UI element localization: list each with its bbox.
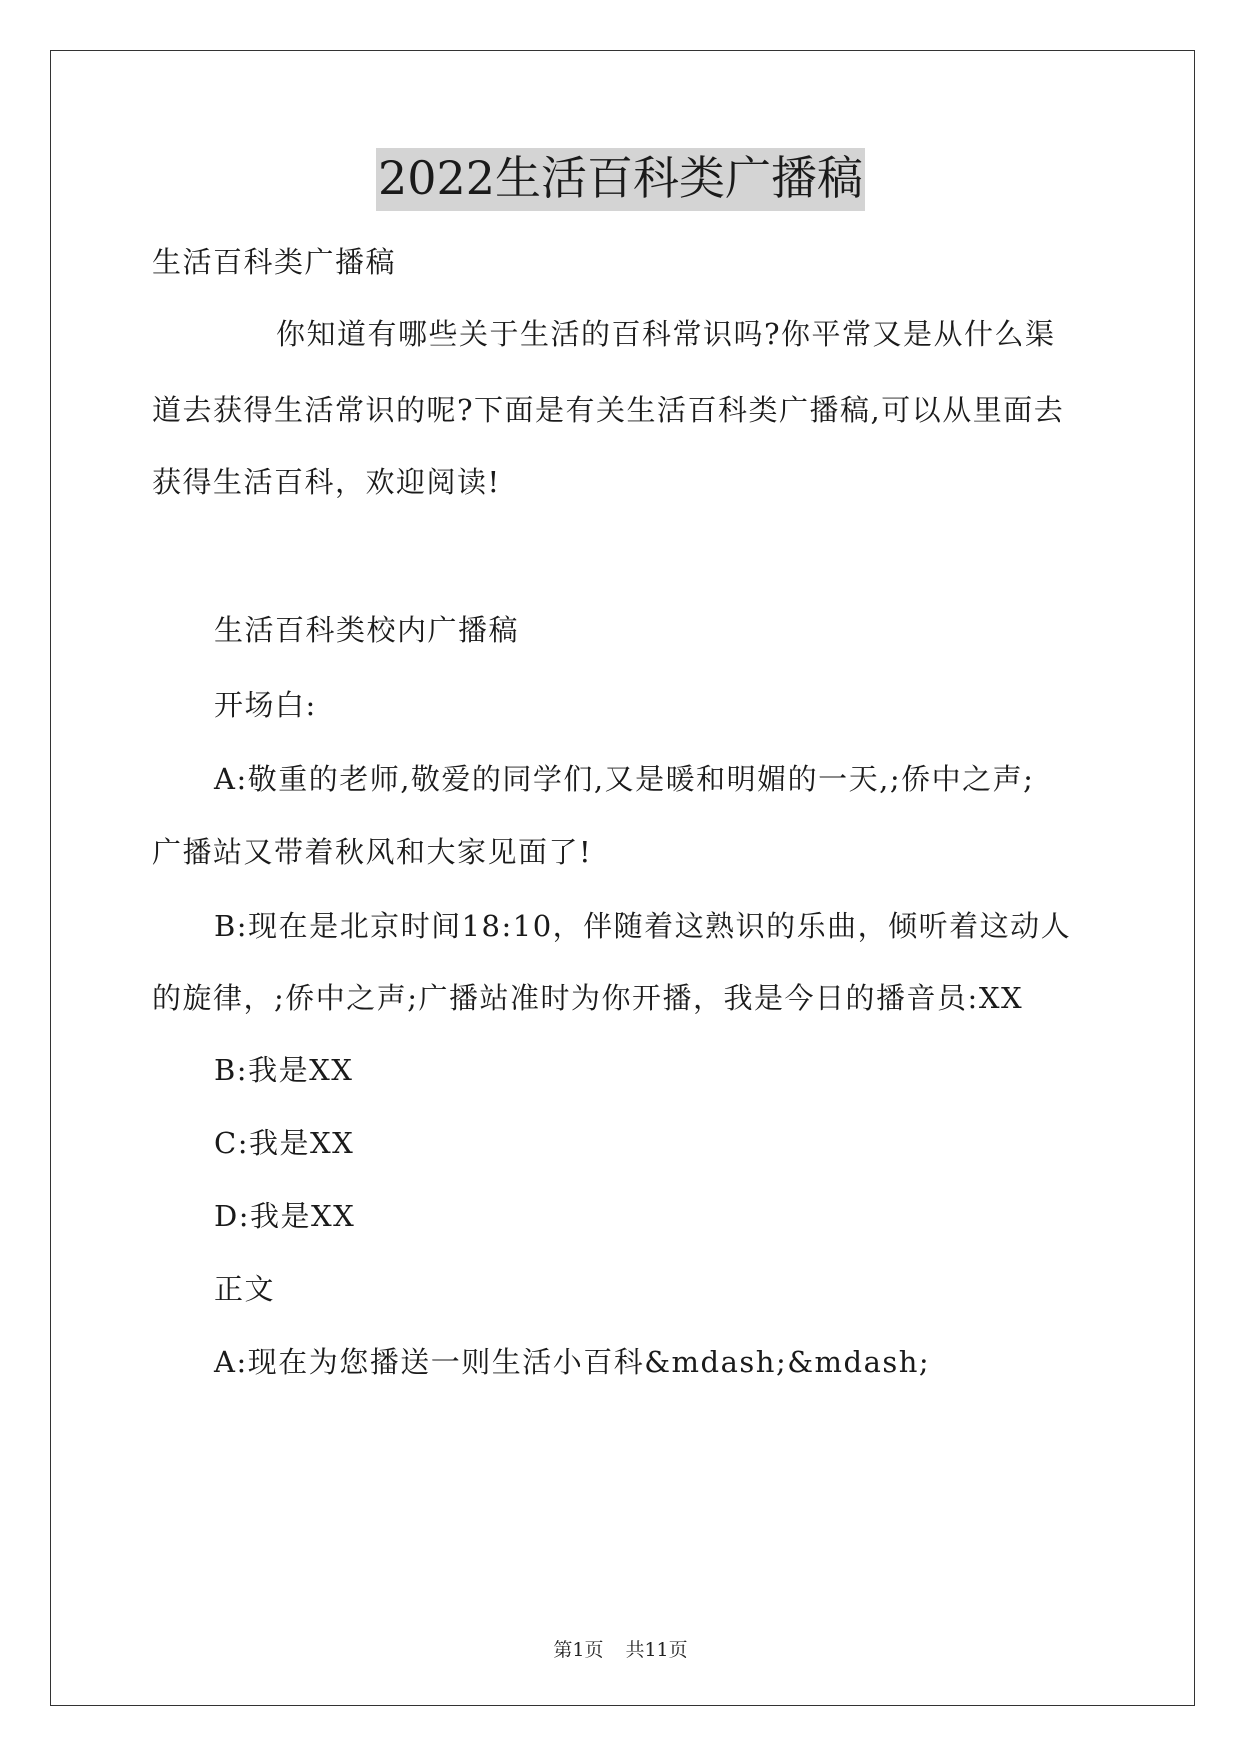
paragraph-b1-line2: 的旋律，;侨中之声;广播站准时为你开播，我是今日的播音员:XX	[152, 981, 1024, 1015]
intro-line-3: 获得生活百科，欢迎阅读!	[152, 465, 501, 499]
body-label: 正文	[214, 1272, 276, 1306]
page-footer	[0, 1635, 1241, 1662]
page-number: 第1页	[553, 1639, 604, 1661]
page-frame	[50, 50, 1195, 1706]
paragraph-a1-line2: 广播站又带着秋风和大家见面了!	[152, 835, 593, 869]
paragraph-d1: D:我是XX	[214, 1199, 356, 1233]
section-title: 生活百科类校内广播稿	[214, 613, 520, 647]
subtitle: 生活百科类广播稿	[152, 245, 397, 279]
paragraph-b2: B:我是XX	[214, 1053, 354, 1087]
paragraph-b1-line1: B:现在是北京时间18:10，伴随着这熟识的乐曲，倾听着这动人	[214, 909, 1072, 943]
paragraph-c1: C:我是XX	[214, 1126, 355, 1160]
document-title-text: 2022生活百科类广播稿	[376, 148, 865, 211]
opening-label: 开场白:	[214, 688, 317, 722]
page-total: 共11页	[625, 1639, 688, 1661]
paragraph-a1-line1: A:敬重的老师,敬爱的同学们,又是暖和明媚的一天,;侨中之声;	[214, 762, 1035, 796]
intro-line-1: 你知道有哪些关于生活的百科常识吗?你平常又是从什么渠	[276, 317, 1056, 351]
document-title	[0, 151, 1241, 205]
intro-line-2: 道去获得生活常识的呢?下面是有关生活百科类广播稿,可以从里面去	[152, 393, 1065, 427]
paragraph-a2: A:现在为您播送一则生活小百科&mdash;&mdash;	[214, 1345, 931, 1379]
